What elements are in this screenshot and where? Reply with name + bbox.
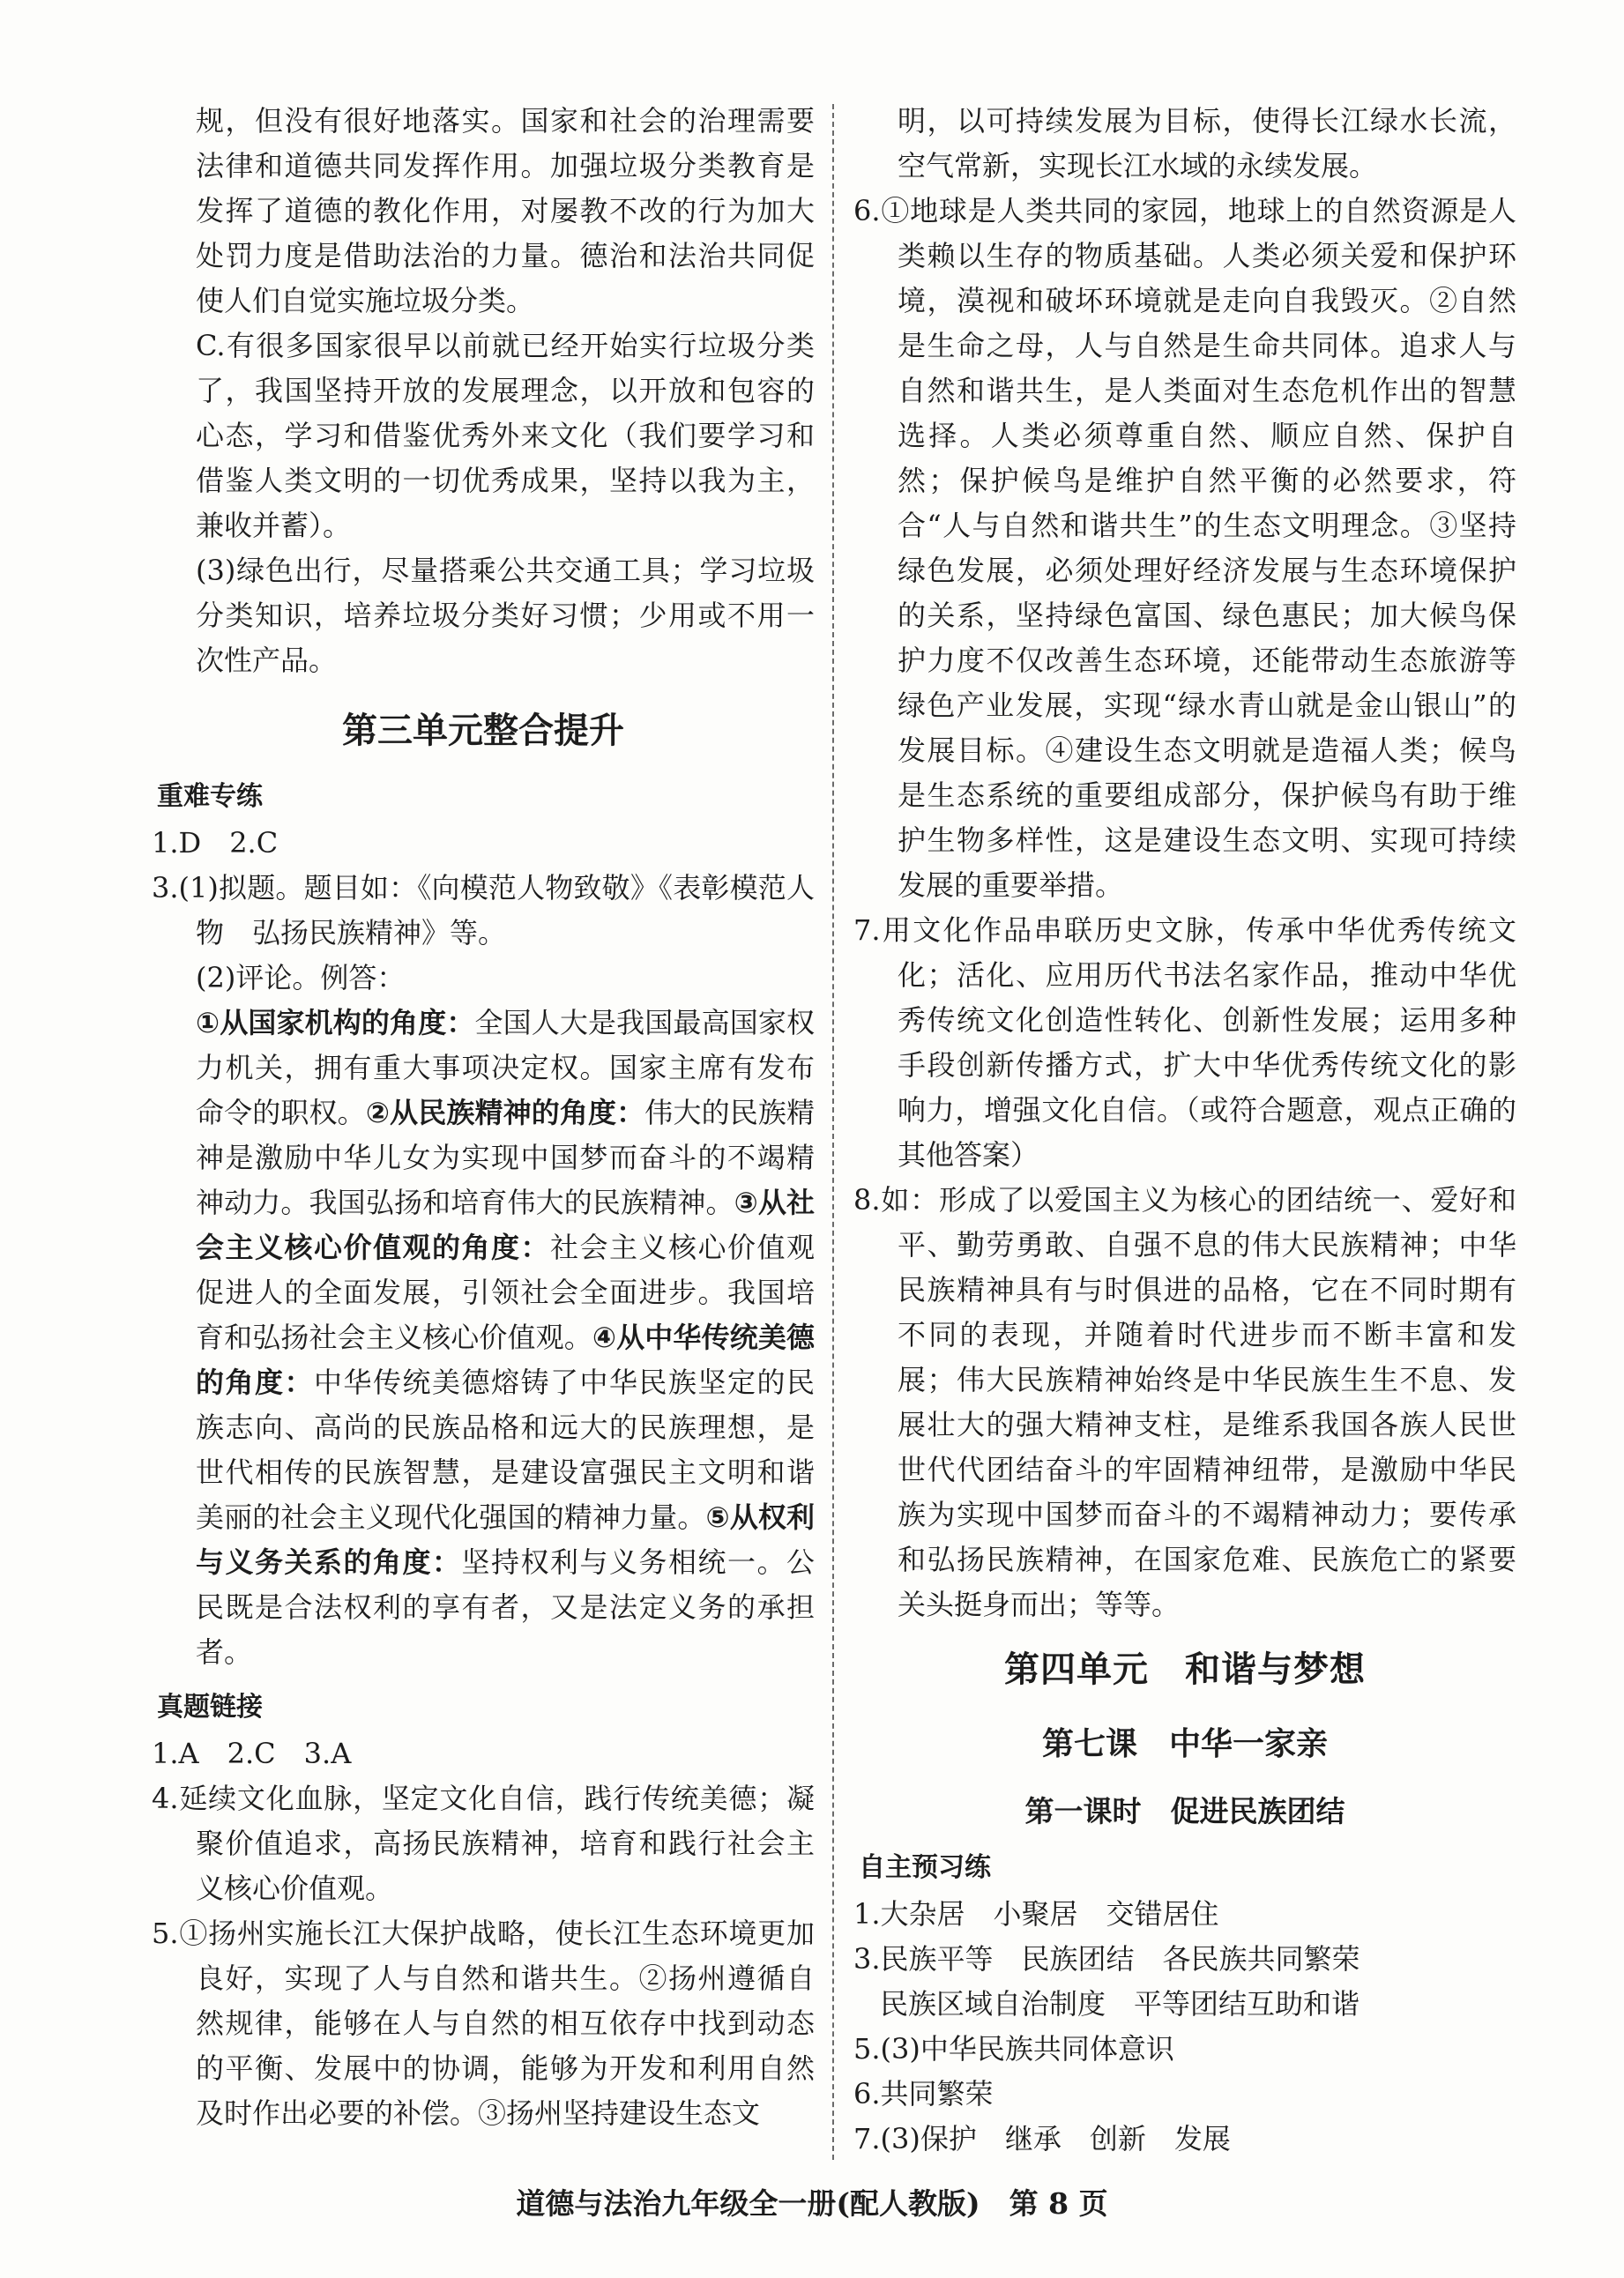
continued-paragraph: C.有很多国家很早以前就已经开始实行垃圾分类了，我国坚持开放的发展理念，以开放和包容的心态，学习和借鉴优秀外来文化（我们要学习和借鉴人类文明的一切优秀成果，坚持以我为主，兼收并蓄）。 [196,329,815,542]
answer-item: 1.D 2.C [152,826,279,860]
answer-item: 7.用文化作品串联历史文脉，传承中华优秀传统文化；活化、应用历代书法名家作品，推动中华优秀传统文化创造性转化、创新性发展；运用多种手段创新传播方式，扩大中华优秀传统文化的影响力，增强文化自信。（或符合题意，观点正确的其他答案） [853,913,1516,1172]
unit-four-title: 第四单元 和谐与梦想 [1004,1649,1366,1690]
perspective-key: ②从民族精神的角度： [365,1096,645,1129]
section-heading-zhongnan: 重难专练 [157,781,263,812]
unit-three-title: 第三单元整合提升 [342,711,624,751]
answer-item-perspectives [152,1001,815,1675]
answer-item: 1.A 2.C 3.A [152,1737,352,1770]
section-heading-zizhu: 自主预习练 [859,1852,991,1883]
perspective-key: ④从中华传统美德的角度： [196,1321,815,1399]
right-column [853,99,1516,2162]
answer-item: 民族区域自治制度 平等团结互助和谐 [880,1987,1360,2021]
footer-book-title: 道德与法治九年级全一册(配人教版) [516,2186,980,2221]
answer-item: 1.大杂居 小聚居 交错居住 [853,1897,1219,1931]
perspective-text: 坚持权利与义务相统一。公民既是合法权利的享有者，又是法定义务的承担者。 [196,1545,815,1669]
answer-item: 3.(1)拟题。题目如：《向模范人物致敬》《表彰模范人物 弘扬民族精神》等。 [152,871,815,949]
answer-item: 4.延续文化血脉，坚定文化自信，践行传统美德；凝聚价值追求，高扬民族精神，培育和践行社会主义核心价值观。 [152,1782,815,1905]
answer-item: 5.(3)中华民族共同体意识 [853,2032,1174,2066]
perspective-text: 伟大的民族精神是激励中华儿女为实现中国梦而奋斗的不竭精神动力。我国弘扬和培育伟大的民族精神。 [196,1096,815,1219]
footer-page-number: 第 8 页 [1009,2186,1108,2221]
lesson-seven-title: 第七课 中华一家亲 [1041,1726,1328,1762]
section-heading-zhenti: 真题链接 [157,1692,263,1723]
answer-item: 6.①地球是人类共同的家园，地球上的自然资源是人类赖以生存的物质基础。人类必须关爱和保护环境，漠视和破坏环境就是走向自我毁灭。②自然是生命之母，人与自然是生命共同体。追求人与自然和谐共生，是人类面对生态危机作出的智慧选择。人类必须尊重自然、顺应自然、保护自然；保护候鸟是维护自然平衡的必然要求，符合“人与自然和谐共生”的生态文明理念。③坚持绿色发展，必须处理好经济发展与生态环境保护的关系，坚持绿色富国、绿色惠民；加大候鸟保护力度不仅改善生态环境，还能带动生态旅游等绿色产业发展，实现“绿水青山就是金山银山”的发展目标。④建设生态文明就是造福人类；候鸟是生态系统的重要组成部分，保护候鸟有助于维护生物多样性，这是建设生态文明、实现可持续发展的重要举措。 [853,194,1516,902]
perspective-key: ③从社会主义核心价值观的角度： [196,1186,815,1264]
continued-paragraph: 明，以可持续发展为目标，使得长江绿水长流，空气常新，实现长江水域的永续发展。 [898,104,1516,182]
perspective-key: ⑤从权利与义务关系的角度： [196,1500,815,1579]
column-divider [832,104,834,2160]
answer-item: 7.(3)保护 继承 创新 发展 [853,2122,1231,2155]
answer-item: 6.共同繁荣 [853,2077,994,2110]
perspective-key: ①从国家机构的角度： [196,1006,475,1039]
continued-paragraph: 规，但没有很好地落实。国家和社会的治理需要法律和道德共同发挥作用。加强垃圾分类教育是发挥了道德的教化作用，对屡教不改的行为加大处罚力度是借助法治的力量。德治和法治共同促使人们自觉实施垃圾分类。 [196,104,815,317]
left-column [152,99,815,2136]
answer-item: 8.如：形成了以爱国主义为核心的团结统一、爱好和平、勤劳勇敢、自强不息的伟大民族精神；中华民族精神具有与时俱进的品格，它在不同时期有不同的表现，并随着时代进步而不断丰富和发展；伟大民族精神始终是中华民族生生不息、发展壮大的强大精神支柱，是维系我国各族人民世世代代团结奋斗的牢固精神纽带，是激励中华民族为实现中国梦而奋斗的不竭精神动力；要传承和弘扬民族精神，在国家危难、民族危亡的紧要关头挺身而出；等等。 [853,1183,1516,1621]
period-one-title: 第一课时 促进民族团结 [1024,1794,1345,1828]
answer-item: 3.民族平等 民族团结 各民族共同繁荣 [853,1942,1360,1976]
perspective-text: 中华传统美德熔铸了中华民族坚定的民族志向、高尚的民族品格和远大的民族理想，是世代相传的民族智慧，是建设富强民主文明和谐美丽的社会主义现代化强国的精神力量。 [196,1366,815,1534]
page-footer [0,2183,1624,2225]
continued-paragraph: (3)绿色出行，尽量搭乘公共交通工具；学习垃圾分类知识，培养垃圾分类好习惯；少用或不用一次性产品。 [196,554,815,677]
answer-item: (2)评论。例答： [196,961,406,994]
answer-item: 5.①扬州实施长江大保护战略，使长江生态环境更加良好，实现了人与自然和谐共生。②扬州遵循自然规律，能够在人与自然的相互依存中找到动态的平衡、发展中的协调，能够为开发和利用自然及时作出必要的补偿。③扬州坚持建设生态文 [152,1917,815,2130]
perspective-text: 全国人大是我国最高国家权力机关，拥有重大事项决定权。国家主席有发布命令的职权。 [196,1006,815,1129]
perspective-text: 社会主义核心价值观促进人的全面发展，引领社会全面进步。我国培育和弘扬社会主义核心价值观。 [196,1231,815,1354]
